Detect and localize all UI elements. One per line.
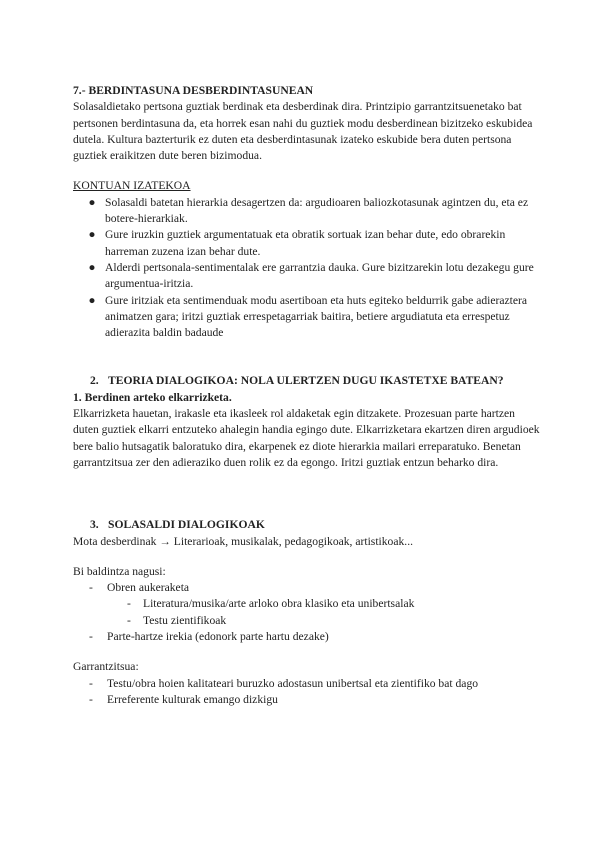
important-item: - Testu/obra hoien kalitateari buruzko adostasun unibertsal eta zientifiko bat dago xyxy=(89,676,479,690)
important-list xyxy=(73,676,543,709)
bullet-item: ● Solasaldi batetan hierarkia desagertzen da: argudioaren baliozkotasunak agintzen du, eta ez botere-hierarkiak. xyxy=(88,195,529,226)
kontuan-izatekoa-heading: KONTUAN IZATEKOA xyxy=(73,179,191,193)
condition-item: - Parte-hartze irekia (edonork parte hartu dezake) xyxy=(89,630,329,644)
conditions-list xyxy=(73,580,543,596)
bullet-dot-icon: ● xyxy=(88,195,96,209)
important-item: - Erreferente kulturak emango dizkigu xyxy=(89,692,278,706)
condition1-sublist xyxy=(73,596,543,629)
section3-title: SOLASALDI DIALOGIKOAK xyxy=(108,518,265,532)
section2-title: TEORIA DIALOGIKOA: NOLA ULERTZEN DUGU IKASTETXE BATEAN? xyxy=(108,374,504,388)
section7-title: 7.- BERDINTASUNA DESBERDINTASUNEAN xyxy=(73,84,314,97)
section2-heading xyxy=(73,373,543,389)
condition-subitem: - Testu zientifikoak xyxy=(127,613,227,627)
kontuan-bullet-list xyxy=(73,195,543,342)
conditions-label: Bi baldintza nagusi: xyxy=(73,564,166,578)
section2-number: 2. xyxy=(90,374,99,388)
important-label: Garrantzitsua: xyxy=(73,660,139,674)
document-page xyxy=(73,83,543,708)
types-line: Mota desberdinak → Literarioak, musikalak, pedagogikoak, artistikoak... xyxy=(73,534,413,548)
condition-item: - Obren aukeraketa xyxy=(89,581,190,595)
section3-heading xyxy=(73,517,543,533)
section3-number: 3. xyxy=(90,518,99,532)
section7-paragraph: Solasaldietako pertsona guztiak berdinak eta desberdinak dira. Printzipio garrantzitsuenetako bat pertsonen berdintasuna da, eta horrek esan nahi du guztiek modu desberdinean bizitzeko eskubidea dutela. Kultura bazterturik ez duten eta desberdintasunak izateko eskubide bera duten pertsona guztiek eraikitzen dute beren bizimodua. xyxy=(73,100,533,163)
bullet-item: ● Gure iruzkin guztiek argumentatuak eta obratik sortuak izan behar dute, edo obrarekin harreman zuzena izan behar dute. xyxy=(88,228,506,258)
section2-subtitle: 1. Berdinen arteko elkarrizketa. xyxy=(73,390,232,404)
section2-paragraph: Elkarrizketa hauetan, irakasle eta ikasleek rol aldaketak egin ditzakete. Prozesuan parte hartzen duten guztiek elkarri entzuteko ahalegin handia egingo dute. Elkarrizketara ekartzen diren argudioek bere balio hutsagatik baloratuko dira, ekarpenek ez diote hierarkia mailari erreparatuko. Benetan garrantzitsua zer den adieraziko duen rolik ez da egongo. Iritzi guztiak entzun beharko dira. xyxy=(73,407,540,469)
bullet-dot-icon: ● xyxy=(88,260,96,274)
condition-subitem: - Literatura/musika/arte arloko obra klasiko eta unibertsalak xyxy=(127,597,415,611)
conditions-list-2 xyxy=(73,629,543,645)
bullet-item: ● Alderdi pertsonala-sentimentalak ere garrantzia dauka. Gure bizitzarekin lotu dezakegu gure argumentua-iritzia. xyxy=(88,260,534,291)
bullet-item: ● Gure iritziak eta sentimenduak modu asertiboan eta huts egiteko beldurrik gabe adieraztera animatzen gara; iritzi guztiak errespetagarriak baitira, betiere argudiatuta eta errespetuz adierazita baldin badaude xyxy=(88,293,528,340)
bullet-dot-icon: ● xyxy=(88,293,96,307)
bullet-dot-icon: ● xyxy=(88,228,96,242)
